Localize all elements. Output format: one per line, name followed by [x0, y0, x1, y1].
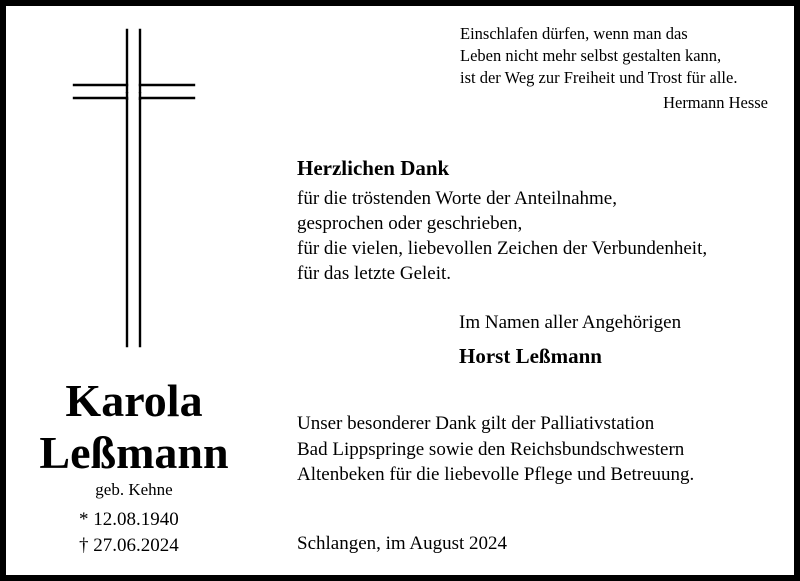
- quote-line: Leben nicht mehr selbst gestalten kann,: [460, 46, 722, 65]
- special-thanks: [297, 411, 694, 488]
- place-date: Schlangen, im August 2024: [297, 533, 508, 554]
- quote-line: ist der Weg zur Freiheit und Trost für alle.: [460, 68, 738, 87]
- family-intro: Im Namen aller Angehörigen: [459, 312, 682, 333]
- thanks-line: gesprochen oder geschrieben,: [297, 213, 523, 234]
- deceased-first-name: Karola: [65, 375, 203, 426]
- special-thanks-line: Unser besonderer Dank gilt der Palliativstation: [297, 413, 655, 434]
- special-thanks-line: Bad Lippspringe sowie den Reichsbundschwestern: [297, 438, 685, 460]
- thanks-line: für die vielen, liebevollen Zeichen der Verbundenheit,: [297, 238, 708, 259]
- quote-line: Einschlafen dürfen, wenn man das: [460, 24, 688, 43]
- thanks-line: für die tröstenden Worte der Anteilnahme,: [297, 188, 617, 209]
- family-name: Horst Leßmann: [459, 344, 602, 368]
- special-thanks-line: Altenbeken für die liebevolle Pflege und Betreuung.: [297, 464, 695, 485]
- cross-icon: [72, 28, 196, 348]
- thanks-line: für das letzte Geleit.: [297, 263, 452, 284]
- death-date: † 27.06.2024: [79, 535, 179, 556]
- quote: [460, 23, 737, 89]
- thanks-text: [297, 186, 707, 286]
- deceased-dates: [79, 507, 179, 559]
- thanks-heading: Herzlichen Dank: [297, 156, 450, 180]
- quote-author: Hermann Hesse: [663, 93, 768, 112]
- deceased-birth-name: geb. Kehne: [95, 480, 173, 499]
- deceased-last-name: Leßmann: [39, 427, 229, 478]
- birth-date: * 12.08.1940: [79, 509, 179, 530]
